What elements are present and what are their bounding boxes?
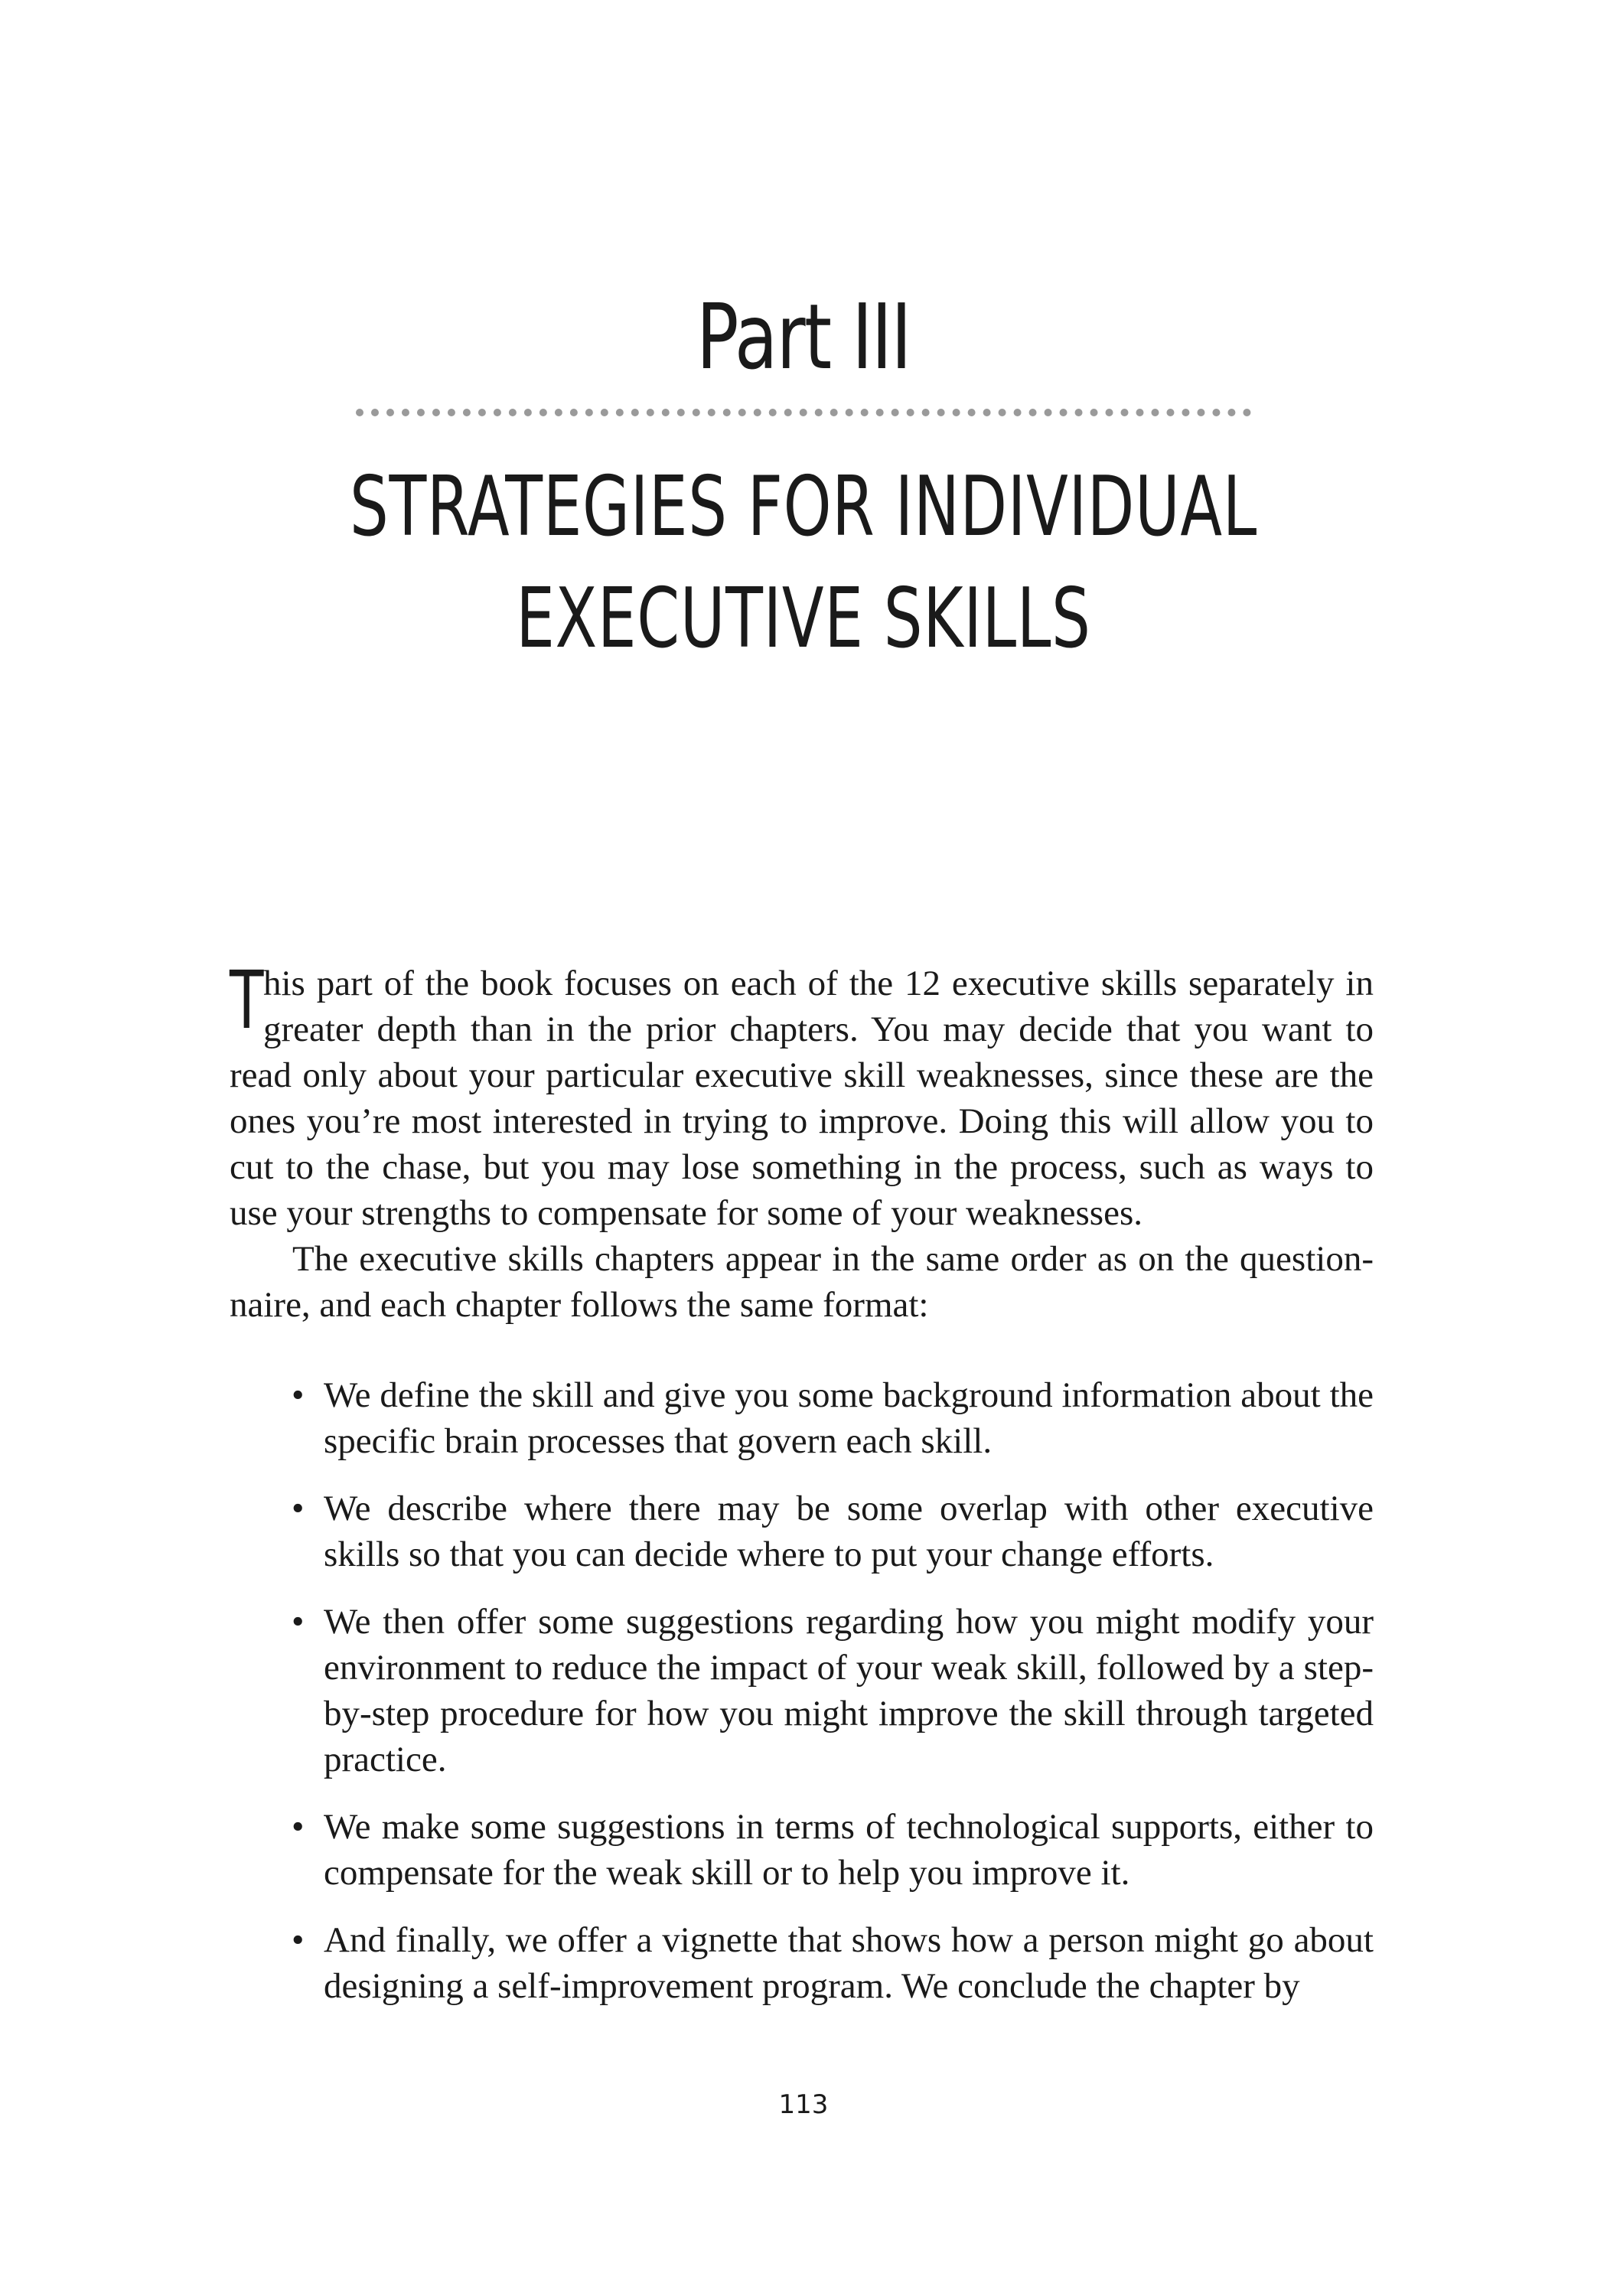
part-label: Part III [696,284,911,390]
intro-paragraph-2: The executive skills chapters appear in the same order as on the questionnaire, and each chapter follows the same format: [230,1239,1374,1325]
list-item [230,1917,1374,2009]
dotted-divider [356,409,1251,416]
list-item-text: We define the skill and give you some background information about the specific brain processes that govern each skill. [324,1375,1374,1461]
part-title-line-1: STRATEGIES FOR INDIVIDUAL [349,459,1258,555]
body-text [230,954,1374,2030]
intro-paragraph-1 [230,954,1374,1236]
intro-paragraph-1-text: his part of the book focuses on each of the 12 executive skills separately in greater depth than in the prior chapters. You may decide that you want to read only about your particular executive skill weaknesses, since these are the ones you’re most interested in trying to improve. Doing this will allow you to cut to the chase, but you may lose something in the process, such as ways to use your strengths to compensate for some of your weaknesses. [230,964,1374,1233]
bullet-icon: • [292,1807,305,1847]
bullet-icon: • [292,1375,305,1415]
list-item-text: We make some suggestions in terms of technological supports, either to compensate for the weak skill or to help you improve it. [324,1807,1374,1893]
list-item [230,1599,1374,1782]
bullet-icon: • [292,1920,305,1960]
list-item [230,1486,1374,1577]
page-number: 113 [778,2089,829,2120]
list-item [230,1372,1374,1464]
list-item-text: We describe where there may be some overlap with other executive skills so that you can decide where to put your change efforts. [324,1489,1374,1574]
list-item-text: And finally, we offer a vignette that shows how a person might go about designing a self-improvement program. We conclude the chapter by [324,1920,1374,2006]
part-title [209,452,1398,675]
drop-cap: T [230,954,264,1047]
part-title-line-2: EXECUTIVE SKILLS [516,571,1091,667]
bullet-icon: • [292,1602,305,1642]
list-item-text: We then offer some suggestions regarding how you might modify your environment to reduce the impact of your weak skill, followed by a step-by-step procedure for how you might improve the skill through targeted practice. [324,1602,1374,1779]
bullet-icon: • [292,1489,305,1528]
chapter-format-list [230,1372,1374,2009]
list-item [230,1804,1374,1896]
